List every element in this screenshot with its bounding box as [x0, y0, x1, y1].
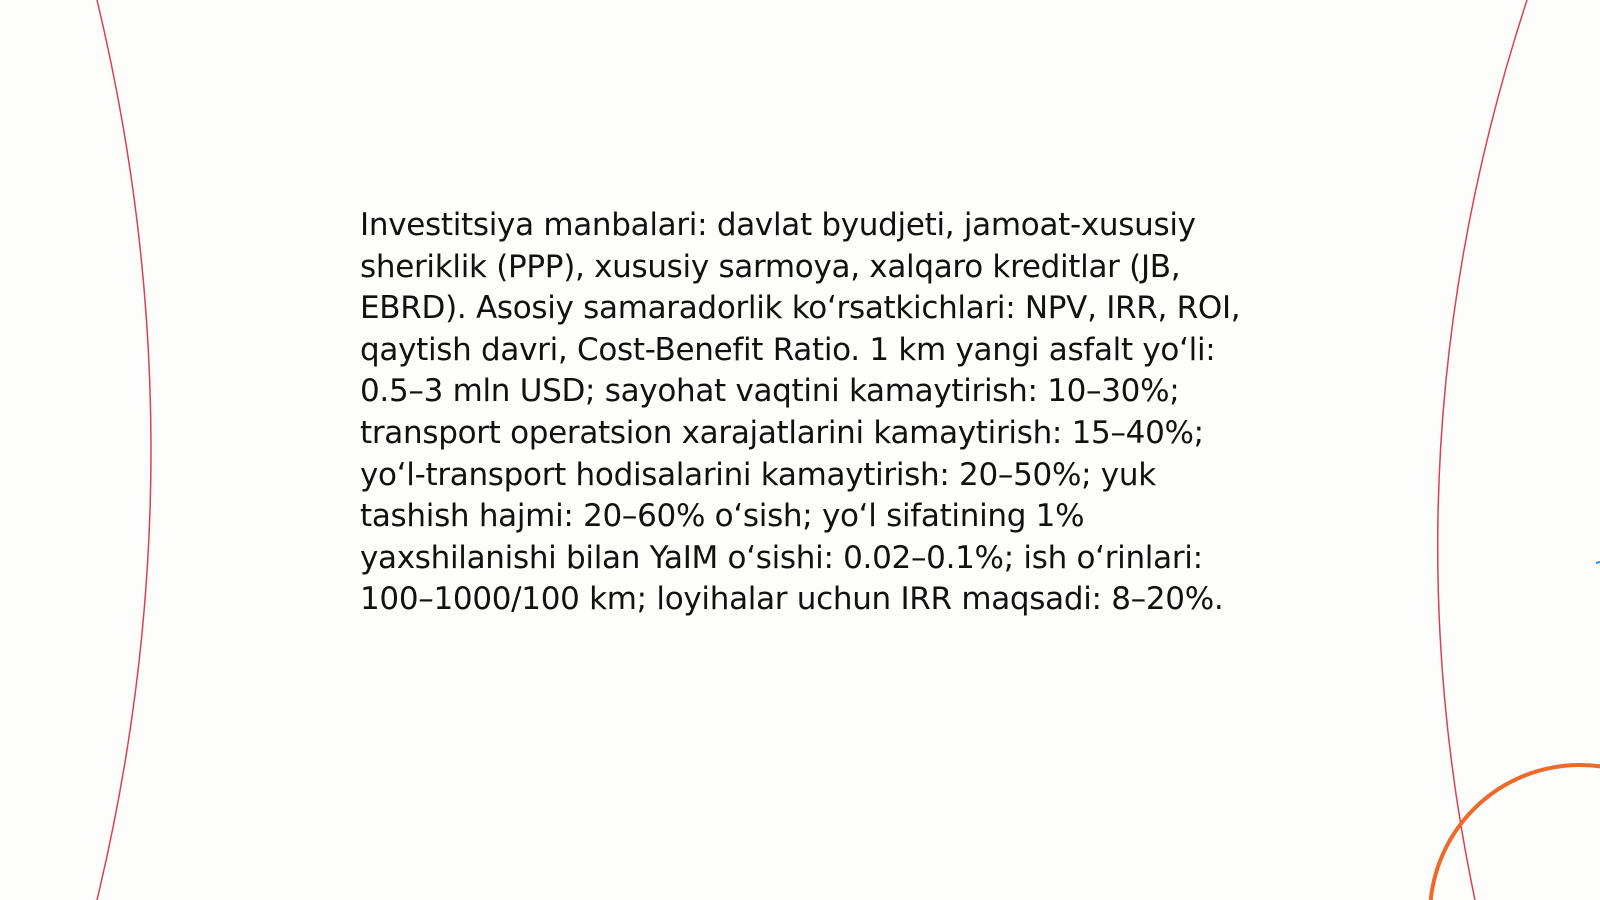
blue-accent-mark — [1596, 562, 1600, 563]
orange-circle-arc — [1430, 765, 1600, 900]
right-curve — [1438, 0, 1527, 900]
left-curve — [97, 0, 151, 900]
slide-body-text: Investitsiya manbalari: davlat byudjeti, jamoat-xususiy sheriklik (PPP), xususiy sarmoya, xalqaro kreditlar (JB, EBRD). Asosiy samaradorlik ko‘rsatkichlari: NPV, IRR, ROI, qaytish davri, Cost-Benefit Ratio. 1 km yangi asfalt yo‘li: 0.5–3 mln USD; sayohat vaqtini kamaytirish: 10–30%; transport operatsion xarajatlarini kamaytirish: 15–40%; yo‘l-transport hodisalarini kamaytirish: 20–50%; yuk tashish hajmi: 20–60% o‘sish; yo‘l sifatining 1% yaxshilanishi bilan YaIM o‘sishi: 0.02–0.1%; ish o‘rinlari: 100–1000/100 km; loyihalar uchun IRR maqsadi: 8–20%. — [360, 207, 1241, 618]
